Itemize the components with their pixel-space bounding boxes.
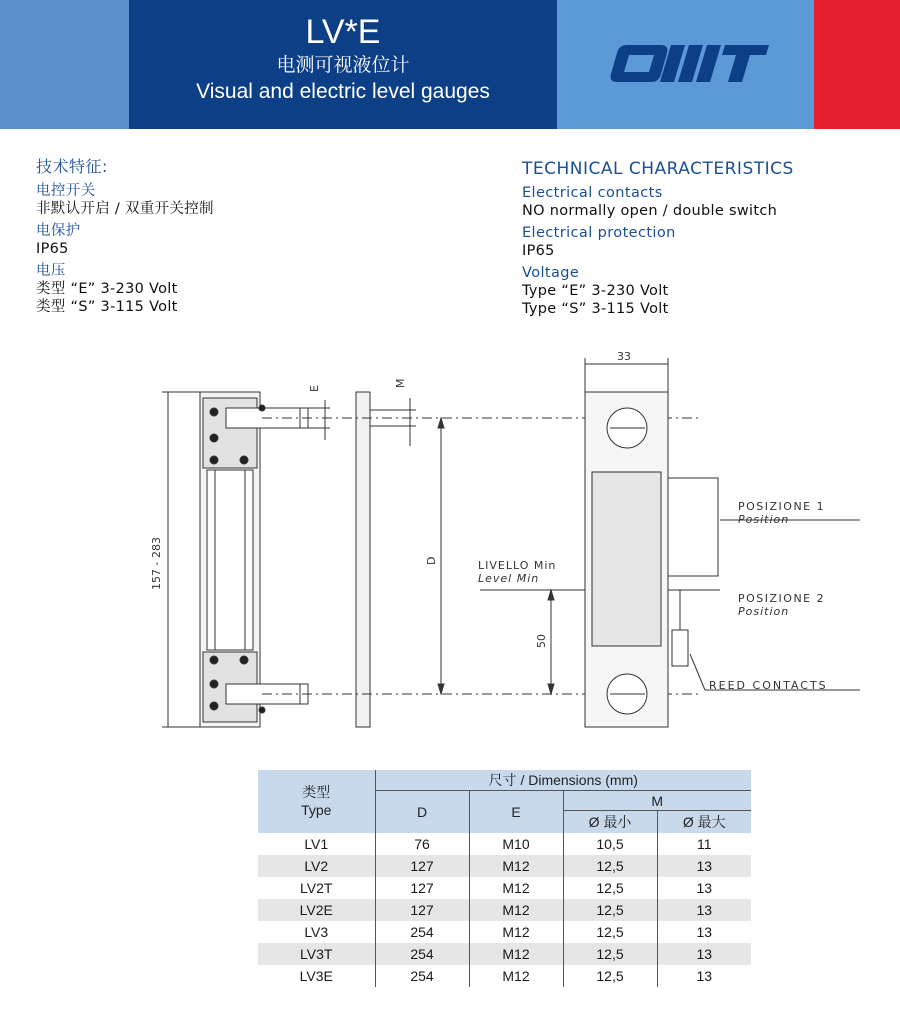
posizione2-label: POSIZIONE 2 <box>738 592 826 605</box>
cell-m-min: 12,5 <box>563 899 657 921</box>
omt-logo <box>557 0 814 129</box>
cell-m-min: 12,5 <box>563 965 657 987</box>
dimensions-table <box>258 770 751 987</box>
cell-type: LV3E <box>299 967 333 984</box>
contacts-value-en: NO normally open / double switch <box>522 203 778 219</box>
voltage-e-en: Type “E” 3-230 Volt <box>522 283 669 299</box>
cell-e: M12 <box>469 899 563 921</box>
cell-m-min: 12,5 <box>563 943 657 965</box>
type-header-cn: 类型 <box>302 784 331 801</box>
cell-d: 127 <box>375 899 469 921</box>
dim-50-label: 50 <box>535 634 548 648</box>
contacts-value-cn: 非默认开启 / 双重开关控制 <box>36 201 214 217</box>
technical-drawing <box>140 340 880 740</box>
table-row <box>258 943 751 965</box>
cell-d: 254 <box>375 965 469 987</box>
cell-e: M10 <box>469 833 563 855</box>
cell-type: LV1 <box>304 835 329 852</box>
col-m-max-header: Ø 最大 <box>657 811 751 833</box>
cell-m-min: 10,5 <box>563 833 657 855</box>
cell-d: 76 <box>375 833 469 855</box>
cell-type: LV3T <box>258 943 375 965</box>
table-row <box>258 899 751 921</box>
type-header <box>258 770 375 833</box>
type-header-en: Type <box>301 802 332 819</box>
voltage-s-en: Type “S” 3-115 Volt <box>522 301 669 317</box>
cell-e: M12 <box>469 921 563 943</box>
table-row <box>258 921 751 943</box>
cell-e: M12 <box>469 965 563 987</box>
tech-characteristics-cn <box>36 158 456 316</box>
col-e-header: E <box>469 791 563 833</box>
cell-e: M12 <box>469 855 563 877</box>
position1-label: Position <box>738 513 790 526</box>
level-min-label: Level Min <box>478 572 540 585</box>
cell-m-min: 12,5 <box>563 921 657 943</box>
brand-logo-block <box>557 0 814 129</box>
livello-min-label: LIVELLO Min <box>478 559 557 572</box>
cell-m-max: 13 <box>657 965 751 987</box>
tech-heading-cn: 技术特征: <box>36 157 108 176</box>
posizione1-label: POSIZIONE 1 <box>738 500 826 513</box>
reed-contacts-label: REED CONTACTS <box>709 679 828 692</box>
dim-e-label: E <box>308 385 321 392</box>
protection-label-cn: 电保护 <box>36 223 81 239</box>
dim-d-label: D <box>425 556 438 565</box>
dim-width-label: 33 <box>617 350 631 363</box>
cell-type: LV2 <box>258 855 375 877</box>
col-d-header: D <box>375 791 469 833</box>
cell-m-max: 13 <box>657 921 751 943</box>
contacts-label-en: Electrical contacts <box>522 185 663 201</box>
col-m-header: M <box>563 791 751 811</box>
page-subtitle-en: Visual and electric level gauges <box>196 80 490 103</box>
cell-type: LV2T <box>300 879 333 896</box>
contacts-label-cn: 电控开关 <box>36 183 96 199</box>
cell-type: LV2E <box>258 899 375 921</box>
cell-m-max: 11 <box>657 833 751 855</box>
protection-value-en: IP65 <box>522 243 555 259</box>
dim-height-label: 157 - 283 <box>150 537 163 590</box>
cell-m-max: 13 <box>657 899 751 921</box>
tech-heading-en: TECHNICAL CHARACTERISTICS <box>522 159 794 179</box>
cell-d: 127 <box>375 877 469 899</box>
col-m-min-header: Ø 最小 <box>563 811 657 833</box>
page-title: LV*E <box>305 13 381 51</box>
table-row <box>258 855 751 877</box>
dim-m-label: M <box>394 378 407 388</box>
cell-d: 127 <box>375 855 469 877</box>
header-left-band <box>0 0 129 129</box>
voltage-label-cn: 电压 <box>36 263 66 279</box>
header-red-band <box>814 0 900 129</box>
tech-characteristics-en <box>522 160 892 318</box>
cell-d: 254 <box>375 921 469 943</box>
cell-m-max: 13 <box>657 877 751 899</box>
dimensions-header: 尺寸 / Dimensions (mm) <box>375 770 751 791</box>
protection-label-en: Electrical protection <box>522 225 676 241</box>
voltage-label-en: Voltage <box>522 265 580 281</box>
table-row <box>258 833 751 855</box>
protection-value-cn: IP65 <box>36 241 69 257</box>
voltage-s-cn: 类型 “S” 3-115 Volt <box>36 299 178 315</box>
cell-e: M12 <box>469 943 563 965</box>
cell-type: LV3 <box>304 923 329 940</box>
table-row <box>258 965 751 987</box>
cell-m-min: 12,5 <box>563 877 657 899</box>
table-header-row-1 <box>258 770 751 791</box>
position2-label: Position <box>738 605 790 618</box>
table-row <box>258 877 751 899</box>
header-title-block <box>129 0 557 129</box>
cell-m-max: 13 <box>657 855 751 877</box>
cell-m-max: 13 <box>657 943 751 965</box>
voltage-e-cn: 类型 “E” 3-230 Volt <box>36 281 178 297</box>
page-subtitle-cn: 电测可视液位计 <box>276 54 410 76</box>
cell-d: 254 <box>375 943 469 965</box>
cell-e: M12 <box>469 877 563 899</box>
cell-m-min: 12,5 <box>563 855 657 877</box>
